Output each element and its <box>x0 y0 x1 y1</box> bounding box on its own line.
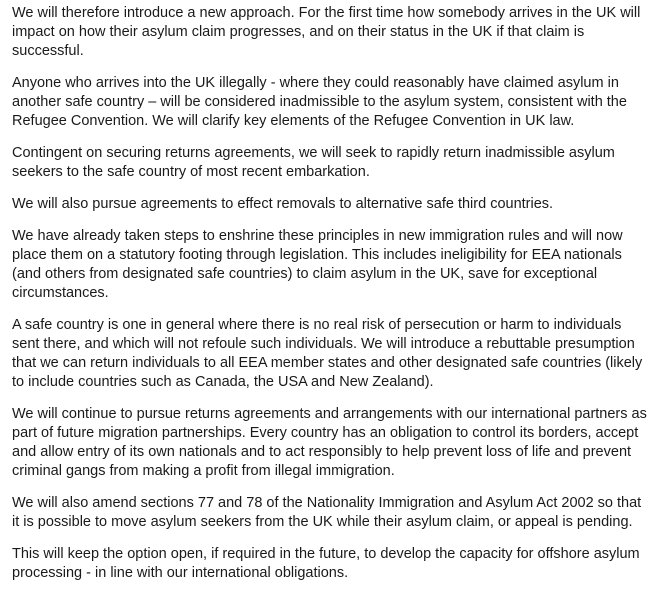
paragraph-inadmissible: Anyone who arrives into the UK illegally - where they could reasonably have claimed asylum in another safe country – will be considered inadmissible to the asylum system, consistent with the Refugee Convention. We will clarify key elements of the Refugee Convention in UK law. <box>12 75 627 129</box>
paragraph-migration-partnerships: We will continue to pursue returns agreements and arrangements with our international partners as part of future migration partnerships. Every country has an obligation to control its borders, accept and allow entry of its own nationals and to act responsibly to help prevent loss of life and prevent criminal gangs from making a profit from illegal immigration. <box>12 406 647 479</box>
paragraph-new-approach: We will therefore introduce a new approach. For the first time how somebody arrives in the UK will impact on how their asylum claim progresses, and on their status in the UK if that claim is successful. <box>12 5 641 59</box>
paragraph-offshore-processing: This will keep the option open, if required in the future, to develop the capacity for offshore asylum processing - in line with our international obligations. <box>12 546 640 581</box>
paragraph-immigration-rules: We have already taken steps to enshrine these principles in new immigration rules and will now place them on a statutory footing through legislation. This includes ineligibility for EEA nationals (and others from designated safe countries) to claim asylum in the UK, save for exceptional circumstances. <box>12 228 623 301</box>
paragraph-safe-third-countries: We will also pursue agreements to effect removals to alternative safe third countries. <box>12 196 554 212</box>
paragraph-returns-agreements: Contingent on securing returns agreements, we will seek to rapidly return inadmissible asylum seekers to the safe country of most recent embarkation. <box>12 145 615 180</box>
paragraph-safe-country-definition: A safe country is one in general where there is no real risk of persecution or harm to individuals sent there, and which will not refoule such individuals. We will introduce a rebuttable presumption that we can return individuals to all EEA member states and other designated safe countries (likely to include countries such as Canada, the USA and New Zealand). <box>12 317 643 390</box>
paragraph-amend-sections: We will also amend sections 77 and 78 of the Nationality Immigration and Asylum Act 2002 so that it is possible to move asylum seekers from the UK while their asylum claim, or appeal is pending. <box>12 495 642 530</box>
